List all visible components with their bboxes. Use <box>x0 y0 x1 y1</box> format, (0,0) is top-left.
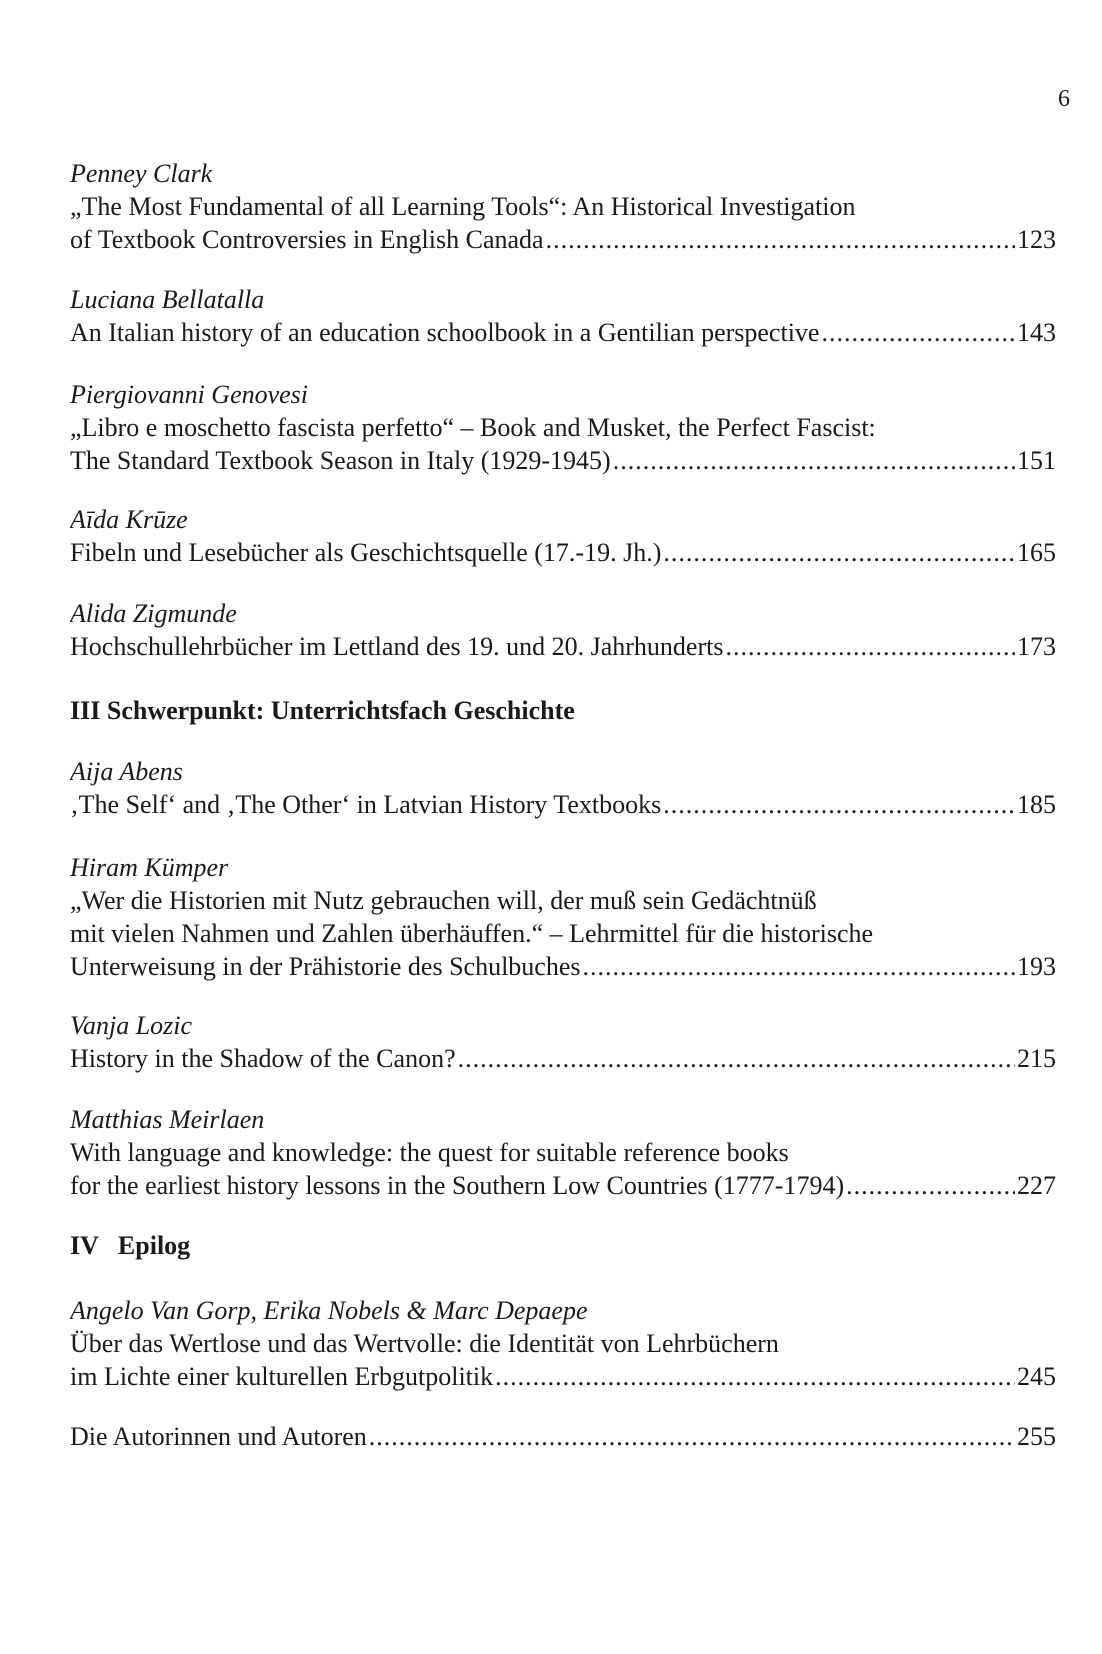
entry-title-text: Unterweisung in der Prähistorie des Schulbuches <box>70 952 581 981</box>
entry-title-last-line <box>70 223 1056 256</box>
dot-leader <box>546 223 1015 256</box>
entry-title-last-line <box>70 316 1056 349</box>
entry-author: Hiram Kümper <box>70 853 229 882</box>
entry-title-text: Hochschullehrbücher im Lettland des 19. und 20. Jahrhunderts <box>70 632 724 661</box>
entry-author: Piergiovanni Genovesi <box>70 380 309 409</box>
dot-leader <box>583 950 1015 983</box>
entry-title-last-line <box>70 1420 1056 1453</box>
entry-page-number: 215 <box>1017 1044 1056 1073</box>
entry-page-number: 143 <box>1017 318 1056 347</box>
toc-entry <box>70 597 1056 663</box>
entry-page-number: 185 <box>1017 790 1056 819</box>
section-heading: IV Epilog <box>70 1231 191 1260</box>
entry-page-number: 173 <box>1017 632 1056 661</box>
entry-title-text: ‚The Self‘ and ‚The Other‘ in Latvian History Textbooks <box>70 790 662 819</box>
toc-entry <box>70 1009 1056 1075</box>
dot-leader <box>725 630 1015 663</box>
entry-title-text: The Standard Textbook Season in Italy (1929-1945) <box>70 446 611 475</box>
entry-author: Aija Abens <box>70 757 183 786</box>
toc-entry <box>70 755 1056 821</box>
dot-leader <box>821 316 1015 349</box>
toc-entry <box>70 283 1056 349</box>
entry-title-last-line <box>70 1360 1056 1393</box>
entry-author: Penney Clark <box>70 159 213 188</box>
entry-title-last-line <box>70 630 1056 663</box>
entry-title-line: Über das Wertlose und das Wertvolle: die Identität von Lehrbüchern <box>70 1329 779 1358</box>
entry-page-number: 123 <box>1017 225 1056 254</box>
entry-title-last-line <box>70 788 1056 821</box>
entry-title-text: im Lichte einer kulturellen Erbgutpolitik <box>70 1362 494 1391</box>
toc-entry <box>70 378 1056 477</box>
dot-leader <box>369 1420 1015 1453</box>
entry-title-line: With language and knowledge: the quest for suitable reference books <box>70 1138 789 1167</box>
entry-page-number: 245 <box>1017 1362 1056 1391</box>
dot-leader <box>458 1042 1015 1075</box>
entry-page-number: 151 <box>1017 446 1056 475</box>
entry-title-text: Die Autorinnen und Autoren <box>70 1422 367 1451</box>
entry-title-last-line <box>70 444 1056 477</box>
toc-entry <box>70 503 1056 569</box>
dot-leader <box>663 536 1015 569</box>
dot-leader <box>663 788 1015 821</box>
entry-page-number: 227 <box>1017 1171 1056 1200</box>
entry-author: Vanja Lozic <box>70 1011 193 1040</box>
entry-author: Alida Zigmunde <box>70 599 237 628</box>
entry-author: Matthias Meirlaen <box>70 1105 265 1134</box>
entry-title-last-line <box>70 536 1056 569</box>
entry-title-line: mit vielen Nahmen und Zahlen überhäuffen.“ – Lehrmittel für die historische <box>70 919 874 948</box>
entry-title-last-line <box>70 950 1056 983</box>
toc-entry <box>70 1294 1056 1393</box>
entry-title-text: An Italian history of an education schoolbook in a Gentilian perspective <box>70 318 820 347</box>
entry-title-line: „Libro e moschetto fascista perfetto“ – Book and Musket, the Perfect Fascist: <box>70 413 876 442</box>
toc-entry <box>70 157 1056 256</box>
entry-title-line: „Wer die Historien mit Nutz gebrauchen will, der muß sein Gedächtnüß <box>70 886 817 915</box>
section-heading: III Schwerpunkt: Unterrichtsfach Geschichte <box>70 696 575 725</box>
entry-title-text: of Textbook Controversies in English Canada <box>70 225 544 254</box>
dot-leader <box>846 1169 1015 1202</box>
entry-title-text: for the earliest history lessons in the Southern Low Countries (1777-1794) <box>70 1171 845 1200</box>
entry-author: Angelo Van Gorp, Erika Nobels & Marc Depaepe <box>70 1296 588 1325</box>
entry-title-text: History in the Shadow of the Canon? <box>70 1044 456 1073</box>
entry-author: Luciana Bellatalla <box>70 285 265 314</box>
toc-entry <box>70 1420 1056 1453</box>
dot-leader <box>495 1360 1015 1393</box>
toc-entry <box>70 851 1056 983</box>
entry-page-number: 165 <box>1017 538 1056 567</box>
entry-title-last-line <box>70 1169 1056 1202</box>
page-number: 6 <box>1058 86 1070 112</box>
entry-page-number: 255 <box>1017 1422 1056 1451</box>
entry-author: Aīda Krūze <box>70 505 188 534</box>
entry-title-text: Fibeln und Lesebücher als Geschichtsquelle (17.-19. Jh.) <box>70 538 662 567</box>
dot-leader <box>613 444 1015 477</box>
entry-title-last-line <box>70 1042 1056 1075</box>
entry-page-number: 193 <box>1017 952 1056 981</box>
entry-title-line: „The Most Fundamental of all Learning Tools“: An Historical Investigation <box>70 192 856 221</box>
toc-entry <box>70 1103 1056 1202</box>
